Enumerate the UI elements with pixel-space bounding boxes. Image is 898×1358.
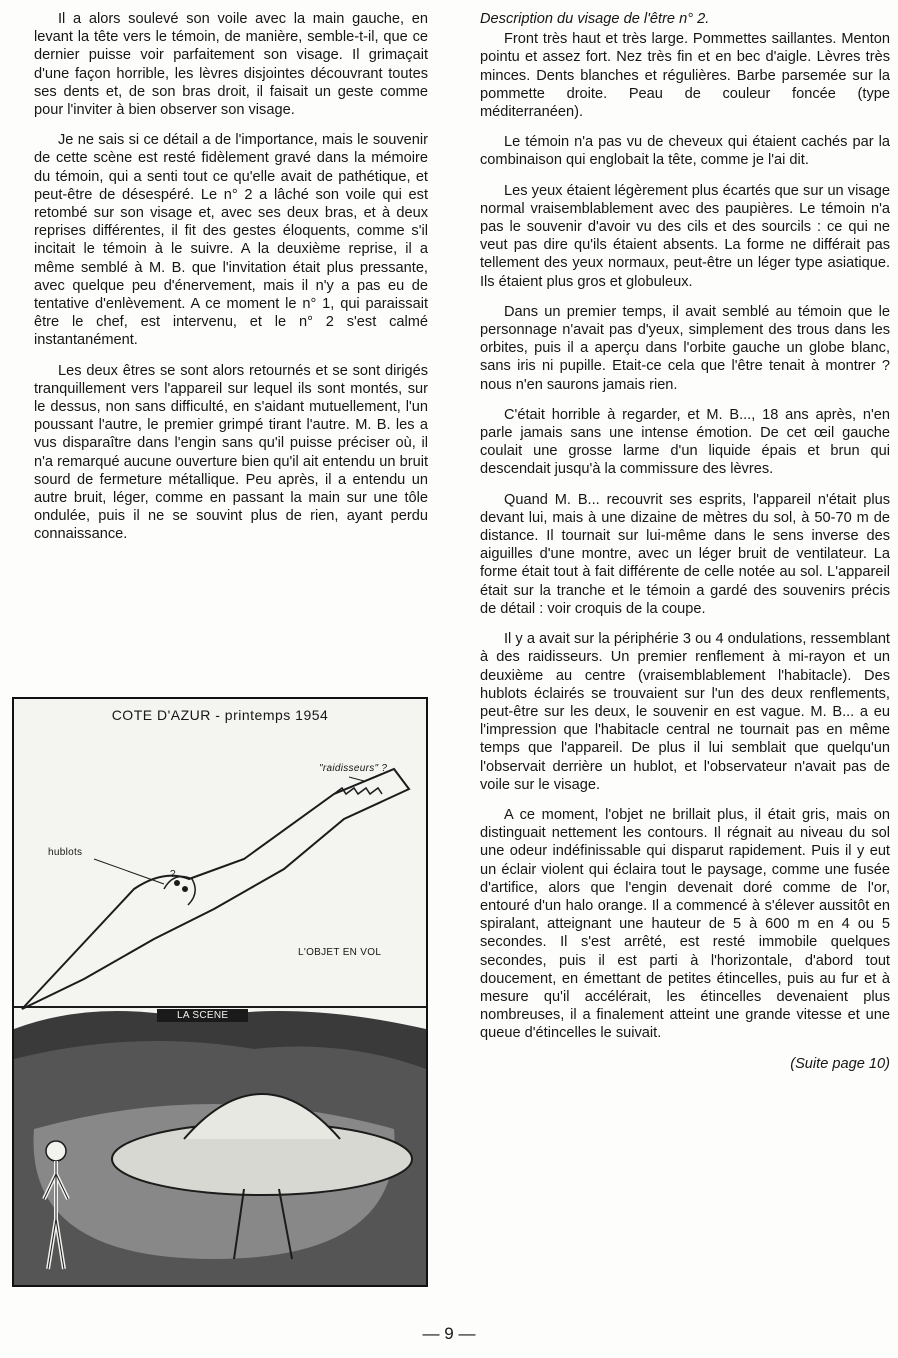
- paragraph: Il a alors soulevé son voile avec la main gauche, en levant la tête vers le témoin, de manière, semble-t-il, que ce dernier puisse voir parfaitement son visage. Il grimaçait d'une façon horrible, les lèvres disjointes découvrant toutes ses dents et, de son bras droit, il faisait un geste comme pour l'inviter à bien observer son visage.: [34, 11, 428, 119]
- label-raidisseurs: "raidisseurs" ?: [319, 763, 388, 774]
- paragraph: Les yeux étaient légèrement plus écartés que sur un visage normal vraisemblablement avec des paupières. Le témoin n'a pas le souvenir d'avoir vu des cils et des sourcils : ce qui ne veut pas dire qu'ils étaient absents. La forme ne différait pas tellement des yeux normaux, peut-être un léger type asiatique. Ils étaient plus gros et globuleux.: [480, 182, 890, 290]
- paragraph: Le témoin n'a pas vu de cheveux qui étaient cachés par la combinaison qui englobait la tête, comme je l'ai dit.: [480, 134, 890, 169]
- paragraph: A ce moment, l'objet ne brillait plus, il était gris, mais on distinguait nettement les contours. Il régnait au niveau du sol une odeur indéfinissable qui disparut rapidement. Puis il y eut un éclair violent qui éclaira tout le paysage, comme une fusée d'artifice, alors que l'engin devenait doré comme de l'or, entouré d'un halo orange. Il a commencé à s'élever aussitôt en spiralant, atteignant une hauteur de 5 à 600 m en 4 ou 5 secondes. Il s'est arrêté, est resté immobile quelques secondes, puis il est parti à l'horizontale, d'abord tout doucement, en émettant de petites étincelles, puis au fur et à mesure qu'il accélérait, les étincelles devenaient plus nombreuses, il a finalement atteint une grande vitesse et une queue d'étincelles le suivait.: [480, 806, 890, 1042]
- paragraph: Dans un premier temps, il avait semblé au témoin que le personnage n'avait pas d'yeux, simplement des trous dans les orbites, puis il a aperçu dans l'orbite gauche un globe blanc, sans iris ni pupille. Etait-ce cela que l'être tenait à montrer ? nous n'en saurons jamais rien.: [480, 303, 890, 393]
- right-column: [480, 10, 890, 1085]
- illustration-drawing: [14, 699, 426, 1285]
- continuation-note: (Suite page 10): [790, 1055, 890, 1072]
- paragraph: Je ne sais si ce détail a de l'importance, mais le souvenir de cette scène est resté fidèlement gravé dans la mémoire du témoin, qui a senti tout ce qu'elle avait de pathétique, et peut-être de désespéré. Le n° 2 a lâché son voile qui est retombé sur son visage et, avec ses deux bras, et à deux reprises différentes, il fit des gestes éloquents, comme s'il incitait le témoin à le suivre. A la deuxième reprise, il a même semblé à M. B. que l'invitation était plus pressante, avec quelque peu d'énervement, mais il n'y a pas eu de tentative d'enlèvement. A ce moment le n° 1, qui paraissait être le chef, est intervenu, et le n° 2 s'est calmé instantanément.: [34, 132, 428, 349]
- label-hublots: hublots: [48, 847, 83, 858]
- figure-title: COTE D'AZUR - printemps 1954: [111, 707, 329, 723]
- paragraph: C'était horrible à regarder, et M. B..., 18 ans après, n'en parle jamais sans une intense émotion. De cet œil gauche coulait une grosse larme d'un liquide épais et brun qui descendait jusqu'à la commissure des lèvres.: [480, 406, 890, 478]
- paragraph: Il y a avait sur la périphérie 3 ou 4 ondulations, ressemblant à des raidisseurs. Un premier renflement à mi-rayon et un deuxième au centre (vraisemblablement l'habitacle). Des hublots éclairés se trouvaient sur l'un des deux renflements, peut-être sur les deux, le souvenir en est vague. M. B... a eu l'impression que l'habitacle central ne tournait pas en même temps que l'appareil. De plus il lui semblait que quelqu'un l'observait derrière un hublot, et l'observateur n'avait pas de voile sur le visage.: [480, 631, 890, 793]
- paragraph: Front très haut et très large. Pommettes saillantes. Menton pointu et assez fort. Nez très fin et en bec d'aigle. Lèvres très minces. Dents blanches et régulières. Barbe parsemée sur la pommette droite. Peau de couleur foncée (type méditerranéen).: [480, 31, 890, 121]
- illustration-figure: [12, 697, 428, 1287]
- label-la-scene: LA SCENE: [157, 1009, 248, 1022]
- paragraph: Quand M. B... recouvrit ses esprits, l'appareil n'était plus devant lui, mais à une dizaine de mètres du sol, à 50-70 m de distance. Il tournait sur lui-même dans le sens inverse des aiguilles d'une montre, avec un léger bruit de ventilateur. La forme était tout à fait différente de celle notée au sol. L'appareil était sur la tranche et le témoin a gardé des souvenirs précis de détail : voir croquis de la coupe.: [480, 491, 890, 617]
- label-objet-en-vol: L'OBJET EN VOL: [298, 947, 382, 958]
- paragraph: Les deux êtres se sont alors retournés et se sont dirigés tranquillement vers l'appareil sur lequel ils sont montés, sur le dessus, non sans difficulté, en s'aidant mutuellement, l'un poussant l'autre, le premier grimpé tirant l'autre. M. B. les a vus disparaître dans l'engin sans qu'il puisse préciser où, il n'a remarqué aucune ouverture bien qu'il ait entendu un bruit sourd de fermeture métallique. Peu après, il a entendu un autre bruit, léger, comme en passant la main sur une tôle ondulée, puis il ne se souvint plus de rien, ayant perdu connaissance.: [34, 362, 428, 543]
- question-mark: ?: [170, 869, 176, 880]
- section-heading: Description du visage de l'être n° 2.: [480, 11, 710, 27]
- left-column: [34, 10, 428, 556]
- page-number: — 9 —: [422, 1324, 476, 1343]
